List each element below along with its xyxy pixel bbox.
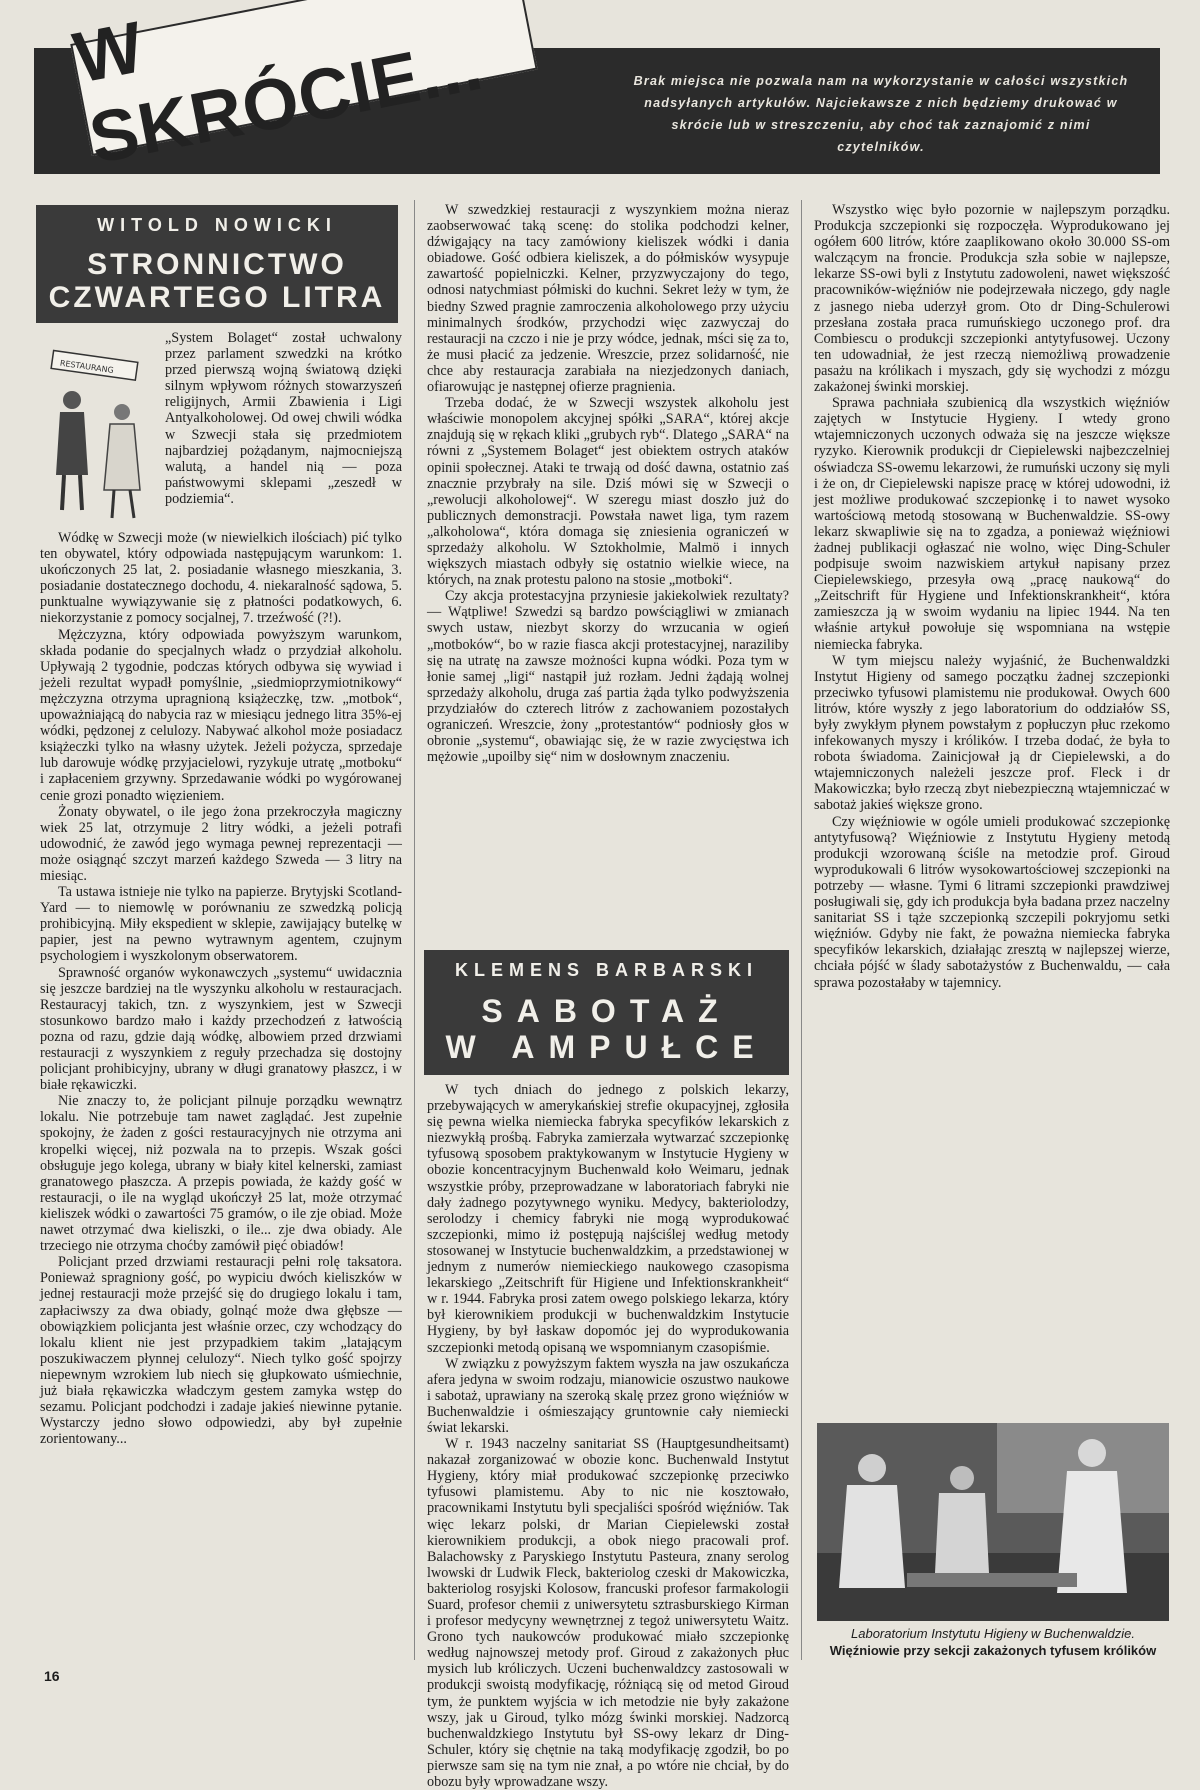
laboratory-photo <box>817 1423 1169 1621</box>
article1-header <box>36 205 398 323</box>
paragraph: Sprawa pachniała szubienicą dla wszystkich więźniów zajętych w Instytucie Hygieny. I wtedy grono wtajemniczonych uczonych odważa się na jeszcze większe ryzyko. Kierownik produkcji dr Ciepielewski najbezczelniej oświadcza SS-owemu lekarzowi, że rumuński uczony się myli i że on, dr Ciepielewski napisze pracę w której udowodni, iż jest możliwe produkować szczepionkę i to nawet wysoko wartościową metodą stosowaną w Buchenwaldzie. SS-owy lekarz skwapliwie się na to zgadza, a ponieważ więźniowi żadnej publikacji ogłaszać nie wolno, więc Ding-Schuler podpisuje swoim nazwiskiem artykuł napisany przez Ciepielewskiego, przesyła ową „pracę naukową“ do „Zeitschrift für Hygiene und Infektionskrankheit“, która zamieszcza ją w swoim wydaniu na lipiec 1944. Na ten właśnie artykuł powołuje się wspomniana na wstępie niemiecka fabryka. <box>814 395 1170 653</box>
article2-column-2 <box>814 202 1170 1414</box>
paragraph: Wódkę w Szwecji może (w niewielkich ilościach) pić tylko ten obywatel, który odpowiada następującym warunkom: 1. ukończonych 25 lat, 2. posiadanie własnego mieszkania, 3. posiadanie dostatecznego dochodu, 4. niekaralność sądowa, 5. punktualne wywiązywanie się z płatności podatkowych, 6. niekorzystanie z pomocy socjalnej, 7. trzeźwość (?!). <box>40 530 402 627</box>
paragraph: W szwedzkiej restauracji z wyszynkiem można nieraz zaobserwować taką scenę: do stolika podchodzi kelner, dźwigający na tacy zamówiony kieliszek wódki i dania obiadowe. Gość odbiera kieliszek, a do półmisków wysypuje zawartość popielniczki. Kelner, przyzwyczajony do tego, odnosi natychmiast półmiski do kuchni. Sekret leży w tym, że biedny Szwed pragnie zamroczenia alkoholowego przy użyciu minimalnych środków, przychodzi więc zazwyczaj do restauracji na czczo i nie je przy wódce, jednak, mści się za to, że musi płacić za jedzenie. Wreszcie, przez solidarność, nie chce aby restauracja zarabiała na niezjedzonych daniach, ofiarowując je następnej ofierze pragnienia. <box>427 202 789 396</box>
article1-column-2 <box>427 202 789 956</box>
column-divider <box>414 200 415 1660</box>
paragraph: W tych dniach do jednego z polskich lekarzy, przebywających w amerykańskiej strefie okupacyjnej, zgłosiła się pewna wielka niemiecka fabryka specyfików lekarskich z niezwykłą prośbą. Fabryka zamierzała wytwarzać szczepionkę tyfusową sposobem praktykowanym w Instytucie Hygieny w obozie koncentracyjnym Buchenwald koło Weimaru, jednak wszystkie próby, przeprowadzane w laboratoriach fabryki nie dały żadnego pozytywnego wyniku. Medycy, bakteriolodzy, serolodzy i chemicy fabryki nie mogą wyprodukować szczepionki, mimo iż postępują najściślej według metody stosowanej w Instytucie buchenwaldzkim, a przedstawionej w jednym z numerów niemieckiego naukowego czasopisma lekarskiego „Zeitschrift für Higiene und Infektionskrankheit“ w r. 1944. Fabryka prosi zatem owego polskiego lekarza, który był kierownikiem produkcji w buchenwaldzkim Instytucie Hygieny, by był łaskaw dopomóc jej do wyprodukowania szczepionki metodą opisaną we wspomnianym czasopiśmie. <box>427 1082 789 1356</box>
paragraph: Wszystko więc było pozornie w najlepszym porządku. Produkcja szczepionki się rozpoczęła. Wyprodukowano jej ogółem 600 litrów, które zaaplikowano około 30.000 SS-om walczącym na froncie. Produkcja szła sobie w najlepsze, lekarze SS-owi byli z Instytutu zadowoleni, nawet większość pracowników-więźniów nie podejrzewała niczego, gdy nagle z jasnego nieba uderzył grom. Oto dr Ding-Schulerowi przesłana została praca rumuńskiego uczonego prof. dra Combiescu o produkcji szczepionki antytyfusowej. Uczony ten udowadniał, że jest rzeczą niemożliwą prowadzenie pasażu na królikach i myszach, gdy się wychodzi z mózgu zakażonej świnki morskiej. <box>814 202 1170 396</box>
article2-title-line1: SABOTAŻ <box>481 993 732 1029</box>
paragraph: Trzeba dodać, że w Szwecji wszystek alkoholu jest właściwie monopolem akcyjnej spółki „SARA“, której akcje znajdują się w rękach kliki „grubych ryb“. Dlatego „SARA“ na równi z „Systemem Bolaget“ jest obiektem ostrych ataków opinii społecznej. Ataki te trwają od dość dawna, ostatnio zaś znacznie przybrały na sile. Dziś mówi się w Szwecji o „rewolucji alkoholowej“. W szeregu miast doszło już do publicznych demonstracji. Powstała nawet liga, tym razem „alkoholowa“, która domaga się zniesienia ograniczeń w sprzedaży alkoholu. W Sztokholmie, Malmö i innych większych miastach odbyły się ostatnio wielkie wiece, na których, na znak protestu palono na stosie „motboki“. <box>427 395 789 589</box>
article1-column-1 <box>40 530 402 1660</box>
paragraph: Nie znaczy to, że policjant pilnuje porządku wewnątrz lokalu. Nie potrzebuje tam nawet zaglądać. Jest zupełnie spokojny, że żaden z gości restauracyjnych nie otrzyma ani kropelki więcej, niż pozwala na to przepis. Wszak gości obsługuje jego kolega, ubrany w biały kitel kelnerski, zamiast granatowego płaszcza. A przepis powiada, że każdy gość w restauracji, o ile na wygląd ukończył 25 lat, może otrzymać kieliszek wódki o zawartości 75 gramów, o ile zje obiad. Może nawet otrzymać dwa kieliszki, o ile... zje dwa obiady. Ale trzeciego nie otrzyma choćby zamówił pięć obiadów! <box>40 1093 402 1255</box>
photo-caption-line1: Laboratorium Instytutu Higieny w Buchenwaldzie. <box>851 1626 1135 1641</box>
photo-caption-bold: Więźniowie przy sekcji zakażonych tyfusem królików <box>829 1643 1157 1658</box>
article2-header <box>424 950 789 1075</box>
article1-lead-text: „System Bolaget“ został uchwalony przez parlament szwedzki na krótko przed pierwszą wojną światową dzięki silnym wpływom różnych stowarzyszeń religijnych, Armii Zbawienia i Ligi Antyalkoholowej. Od owej chwili wódka w Szwecji stała się przedmiotem najbardziej pożądanym, najmocniejszą walutą, a handel nią — poza państwowymi sklepami „zeszedł w podziemia“. <box>165 330 402 507</box>
column-divider <box>801 200 802 1660</box>
photo-caption-line2 <box>817 1642 1169 1659</box>
paragraph: Żonaty obywatel, o ile jego żona przekroczyła magiczny wiek 25 lat, otrzymuje 2 litry wódki, a jeżeli potrafi udowodnić, że zawód jego wymaga pewnej reprezentacji — może osiągnąć szczyt marzeń każdego Szweda — 3 litry na miesiąc. <box>40 803 402 884</box>
paragraph: Policjant przed drzwiami restauracji pełni rolę taksatora. Ponieważ spragniony gość, po wypiciu dwóch kieliszków w jednej restauracji może przejść się do drugiego lokalu i tam, zapłaciwszy za dwa obiady, golnąć może dwa głębsze — obowiązkiem policjanta jest właśnie orzec, czy wchodzący do lokalu klient nie jest przypadkiem takim „latającym poszukiwaczem płynnej celulozy“. Niech tylko gość spojrzy niepewnym wzrokiem lub niech się głupkowato uśmiechnie, już biała rękawiczka władczym gestem zamyka wstęp do sezamu. Policjant podchodzi i zadaje jakieś niewinne pytanie. Wystarczy jedno słowo odpowiedzi, aby był zupełnie zorientowany... <box>40 1254 402 1448</box>
article2-column-1 <box>427 1082 789 1790</box>
sketch-sign-text: RESTAURANG <box>59 358 115 376</box>
page-number: 16 <box>44 1668 60 1684</box>
paragraph: Sprawność organów wykonawczych „systemu“ uwidacznia się jeszcze bardziej na tle wyszynku alkoholu w restauracjach. Restauracyj takich, tzn. z wyszynkiem, jest w Szwecji stosunkowo bardzo mało i każdy przechodzeń z łatwością pozna od razu, gdzie dają wódkę, albowiem przed drzwiami restauracji z wyszynkiem z reguły przechadza się dostojny policjant prohibicyjny, ubrany w długi granatowy płaszcz, i w białe rękawiczki. <box>40 964 402 1094</box>
paragraph: Ta ustawa istnieje nie tylko na papierze. Brytyjski Scotland-Yard — to niemowlę w porównaniu ze szwedzką policją prohibicyjną. Miły ekspedient w sklepie, zawijający butelkę w papier, jest na pewno wytrawnym agentem, czujnym psychologiem i wyszkolonym obserwatorem. <box>40 884 402 965</box>
section-title: W SKRÓCIE... <box>67 6 490 180</box>
paragraph: W tym miejscu należy wyjaśnić, że Buchenwaldzki Instytut Higieny od samego początku żadnej szczepionki przeciwko tyfusowi plamistemu nie produkował. Owych 600 litrów, które wyszły z jego laboratorium do oddziałów SS, były zwykłym płynem powstałym z popłuczyn płuc rzekomo infekowanych myszy i królików. I trzeba dodać, że była to robota świadoma. Zainicjował ją dr Ciepielewski, a do wtajemniczonych należeli jeszcze prof. Fleck i dr Makowiczka; było rzeczą zbyt niebezpieczną wtajemniczać w sabotaż jakieś większe grono. <box>814 652 1170 814</box>
paragraph: Czy więźniowie w ogóle umieli produkować szczepionkę antytyfusową? Więźniowie z Instytutu Hygieny metodą produkcji wzorowaną ściśle na metodzie prof. Giroud wyprodukowali 6 litrów wysokowartościowej szczepionki na potrzeby — własne. Tymi 6 litrami szczepionki prawdziwej posługiwali się, gdy ich produkcja była badana przez naczelny sanitariat SS i tąże szczepionką szczepili pokryjomu setki więźniów. Gdyby nie fakt, że poważna niemiecka fabryka specyfików lekarskich, działając zresztą w najlepszej wierze, chciała pójść w ślady sabotażystów z Buchenwaldu, — cała sprawa pozostałaby w tajemnicy. <box>814 813 1170 991</box>
article1-title: STRONNICTWO CZWARTEGO LITRA <box>48 248 386 314</box>
section-intro: Brak miejsca nie pozwala nam na wykorzystanie w całości wszystkich nadsyłanych artykułów. Najciekawsze z nich będziemy drukować w skrócie lub w streszczeniu, aby choć tak zaznajomić z nimi czytelników. <box>633 74 1129 154</box>
article2-title-line2: W AMPUŁCE <box>445 1029 768 1065</box>
article1-author: WITOLD NOWICKI <box>97 215 337 235</box>
paragraph: W związku z powyższym faktem wyszła na jaw oszukańcza afera jedyna w swoim rodzaju, mianowicie oszustwo naukowe i sabotaż, uprawiany na szeroką skalę przez grono więźniów w Buchenwaldzie i ośmieszający gruntownie cały niemiecki świat lekarski. <box>427 1355 789 1436</box>
paragraph: Czy akcja protestacyjna przyniesie jakiekolwiek rezultaty? — Wątpliwe! Szwedzi są bardzo powściągliwi w zmianach swych ustaw, niezbyt skorzy do wrzucania w ogień „motboków“, bo w razie fiasca akcji protestacyjnej, naraziliby się na utratę na zawsze możności kupna wódki. Poza tym w łonie samej „ligi“ nastąpił już rozłam. Jedni żądają wolnej sprzedaży alkoholu, druga zaś partia żąda tylko podwyższenia przydziałów do czterech litrów z zachowaniem pozostałych ograniczeń. Wreszcie, żony „protestantów“ podniosły głos w obronie „systemu“, obawiając się, że w razie zwycięstwa ich mężowie „upoilby się“ nim w dosłownym znaczeniu. <box>427 588 789 766</box>
paragraph: W r. 1943 naczelny sanitariat SS (Hauptgesundheitsamt) nakazał zorganizować w obozie konc. Buchenwald Instytut Hygieny, który miał produkować szczepionkę przeciwko tyfusowi plamistemu. Aby to nic nie kosztowało, pracownikami Instytutu byli specjaliści spośród więźniów. Tak więc lekarz polski, dr Marian Ciepielewski został kierownikiem produkcji, a obok niego pracowali prof. Balachowsky z Paryskiego Instytutu Pasteura, znany serolog lwowski dr Ludwik Fleck, bakteriolog czeski dr Makowiczka, bakteriolog rosyjski Kolosow, francuski profesor farmakologii Suard, profesor chemii z uniwersytetu sztrasburskiego Kirman i profesor medycyny wewnętrznej z tegoż uniwersytetu Waitz. Grono tych naukowców produkować miało szczepionkę według najnowszej metody prof. Giroud z zakażonych płuc mysich lub króliczych. Uczeni buchenwaldzcy zastosowali w produkcji swoistą modyfikację, różniącą się od metod Giroud tym, że punktem wyjścia w ich metodzie nie były zakażone wszy, jak u Giroud, tylko mózg świnki morskiej. Nadzorcą buchenwaldzkiego Instytutu był SS-owy lekarz dr Ding-Schuler, który się chętnie na taką modyfikację zgodził, bo po pierwsze sam się na tym nie znał, a po wtóre nie chciał, by do obozu były wprowadzane wszy. <box>427 1436 789 1790</box>
photo-caption <box>817 1625 1169 1659</box>
paragraph: Mężczyzna, który odpowiada powyższym warunkom, składa podanie do specjalnych władz o przydział alkoholu. Upływają 2 tygodnie, podczas których odbywa się wywiad i jeżeli rezultat wypadł pomyślnie, „siedmioprzymiotnikowy“ mężczyzna otrzyma upragnioną książeczkę, tzw. „motbok“, upoważniającą do nabycia raz w miesiącu jednego litra 35%-ej wódki, pędzonej z celulozy. Nabywać alkohol może posiadacz książeczki tylko na własny użytek. Jeżeli pożycza, sprzedaje lub darowuje wódkę przyjacielowi, ryzykuje utratę „motboku“ i zapłaceniem grzywny. Sprzedawanie wódki po wygórowanej cenie grozi ponadto więzieniem. <box>40 626 402 804</box>
article1-lead <box>40 330 402 532</box>
article2-author: KLEMENS BARBARSKI <box>454 960 758 980</box>
